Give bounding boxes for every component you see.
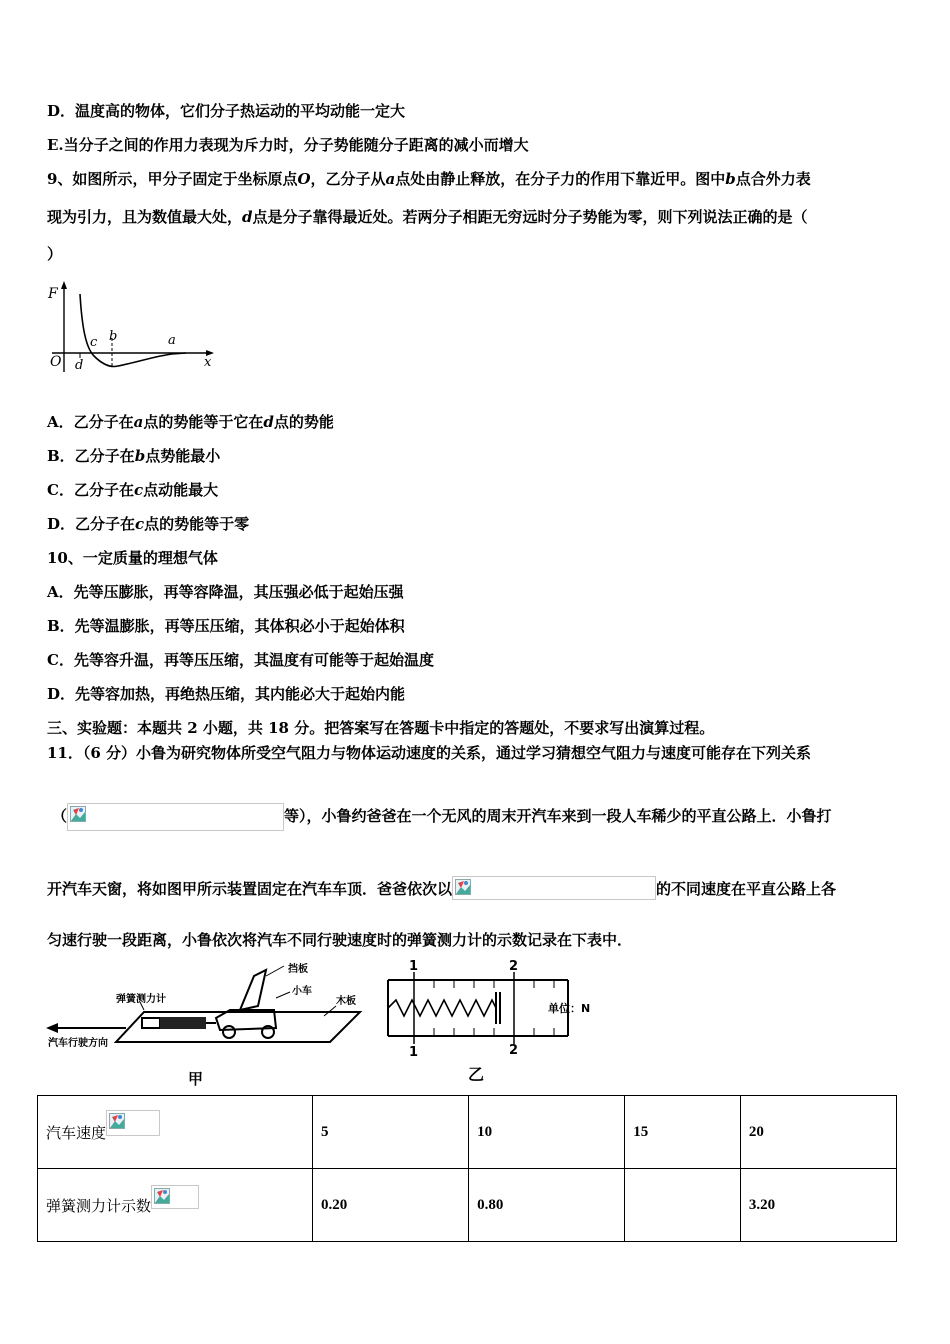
broken-image-icon (154, 1188, 170, 1204)
table-cell: 15 (625, 1096, 741, 1169)
option-var: c (133, 481, 144, 499)
q10-option-c: C．先等容升温，再等压压缩，其温度有可能等于起始温度 (47, 651, 434, 669)
q9-text: 点是分子靠得最近处。若两分子相距无穷远时分子势能为零，则下列说法正确的是（ (252, 208, 808, 226)
q9-option-c (47, 479, 218, 501)
table-cell: 0.20 (313, 1169, 469, 1242)
q9-text: ，乙分子从 (310, 170, 386, 188)
q11-text: 开汽车天窗，将如图甲所示装置固定在汽车车顶．爸爸依次以 (47, 880, 453, 898)
table-row-speed (38, 1096, 897, 1169)
label-direction: 汽车行驶方向 (48, 1038, 108, 1049)
q9-option-b (47, 445, 220, 467)
option-text: 点势能最小 (145, 447, 221, 465)
option-text: 点的势能 (273, 413, 334, 431)
table-cell: 3.20 (740, 1169, 896, 1242)
option-text: 点的势能等于零 (144, 515, 250, 533)
graph-label-a: a (168, 333, 176, 348)
option-text: D．乙分子在 (47, 515, 136, 533)
baffle-pointer (266, 966, 284, 976)
q9-text: 点合外力表 (735, 170, 811, 188)
q11-line-4: 匀速行驶一段距离，小鲁依次将汽车不同行驶速度时的弹簧测力计的示数记录在下表中． (47, 931, 633, 949)
q9-line-1 (47, 168, 811, 190)
table-cell: 20 (740, 1096, 896, 1169)
graph-label-O: O (50, 354, 62, 370)
cart-wheel (223, 1026, 235, 1038)
q10-option-a: A．先等压膨胀，再等容降温，其压强必低于起始压强 (47, 583, 404, 601)
force-curve (80, 294, 186, 367)
option-var: c (135, 515, 145, 533)
table-cell (625, 1169, 741, 1242)
q9-text: 现为引力，且为数值最大处， (47, 208, 243, 226)
label-car: 小车 (292, 986, 312, 997)
formula-image-placeholder (67, 803, 284, 831)
q9-var-O: O (297, 170, 311, 188)
scale-label-top-2: 2 (509, 959, 519, 974)
car-pointer (276, 992, 290, 998)
option-text: C．乙分子在 (47, 481, 134, 499)
scale-unit: 单位：N (548, 1002, 591, 1015)
unit-image-placeholder (106, 1110, 160, 1136)
y-axis-arrow (61, 281, 67, 289)
graph-label-F: F (48, 286, 58, 302)
scale-label-bottom-1: 1 (409, 1045, 419, 1060)
q9-var-b: b (725, 170, 736, 188)
q9-line-2 (47, 206, 808, 228)
graph-label-x: x (204, 355, 212, 370)
row-label: 弹簧测力计示数 (46, 1196, 152, 1215)
q9-option-a (47, 411, 334, 433)
q9-line-3: ） (47, 245, 63, 263)
option-var: b (134, 447, 146, 465)
table-cell: 5 (313, 1096, 469, 1169)
table-header-speed (38, 1096, 313, 1169)
q10-option-b: B．先等温膨胀，再等压压缩，其体积必小于起始体积 (47, 617, 405, 635)
row-label: 汽车速度 (46, 1123, 107, 1142)
unit-image-placeholder (151, 1185, 199, 1209)
figure-caption-yi: 乙 (468, 1065, 485, 1084)
speed-image-placeholder (452, 876, 656, 900)
option-d-line: D．温度高的物体，它们分子热运动的平均动能一定大 (47, 102, 406, 120)
figure-jia-apparatus (44, 962, 374, 1087)
broken-image-icon (455, 879, 471, 895)
q9-option-d (47, 513, 249, 535)
scale-label-bottom-2: 2 (509, 1043, 519, 1058)
baffle-plate (240, 970, 266, 1010)
label-wood: 木板 (336, 996, 356, 1007)
q11-line-3 (47, 876, 836, 900)
option-text: B．乙分子在 (47, 447, 135, 465)
option-e-line: E.当分子之间的作用力表现为斥力时，分子势能随分子距离的减小而增大 (47, 136, 529, 154)
q11-line-1: 11．（6 分）小鲁为研究物体所受空气阻力与物体运动速度的关系，通过学习猜想空气阻力与速度可能存在下列关系 (47, 744, 812, 762)
table-cell: 0.80 (469, 1169, 625, 1242)
option-text: A．乙分子在 (47, 413, 134, 431)
q9-var-d: d (242, 208, 253, 226)
q11-text: 等），小鲁约爸爸在一个无风的周末开汽车来到一段人车稀少的平直公路上．小鲁打 (284, 807, 832, 825)
q11-text: 的不同速度在平直公路上各 (656, 880, 837, 898)
graph-label-d: d (75, 358, 84, 373)
scale-label-top-1: 1 (409, 959, 419, 974)
q11-text: （ (52, 807, 68, 825)
spring-meter-body (160, 1017, 206, 1029)
q10-option-d: D．先等容加热，再绝热压缩，其内能必大于起始内能 (47, 685, 406, 703)
graph-label-b: b (109, 329, 118, 344)
broken-image-icon (70, 806, 86, 822)
graph-label-c: c (90, 335, 98, 350)
figure-yi-spring-scale (384, 958, 614, 1086)
meter-mount (142, 1018, 160, 1028)
option-var: a (133, 413, 144, 431)
option-text: 点动能最大 (143, 481, 219, 499)
label-baffle: 挡板 (288, 964, 308, 975)
q9-var-a: a (385, 170, 396, 188)
spring-coil (388, 1000, 496, 1016)
q10-stem: 10、一定质量的理想气体 (47, 549, 218, 567)
option-var: d (263, 413, 274, 431)
figure-caption-jia: 甲 (188, 1070, 204, 1087)
force-distance-graph (46, 278, 218, 374)
q11-line-2 (52, 803, 832, 827)
q9-text: 点处由静止释放，在分子力的作用下靠近甲。图中 (395, 170, 726, 188)
option-text: 点的势能等于它在 (143, 413, 264, 431)
table-row-force (38, 1169, 897, 1242)
direction-arrow-head (46, 1023, 58, 1033)
q9-text: 9、如图所示，甲分子固定于坐标原点 (47, 170, 298, 188)
table-cell: 10 (469, 1096, 625, 1169)
section-3-heading: 三、实验题：本题共 2 小题，共 18 分。把答案写在答题卡中指定的答题处，不要求写出演算过程。 (47, 719, 715, 737)
label-meter: 弹簧测力计 (116, 994, 166, 1005)
table-header-force (38, 1169, 313, 1242)
broken-image-icon (109, 1113, 125, 1129)
speed-force-table (37, 1095, 897, 1242)
